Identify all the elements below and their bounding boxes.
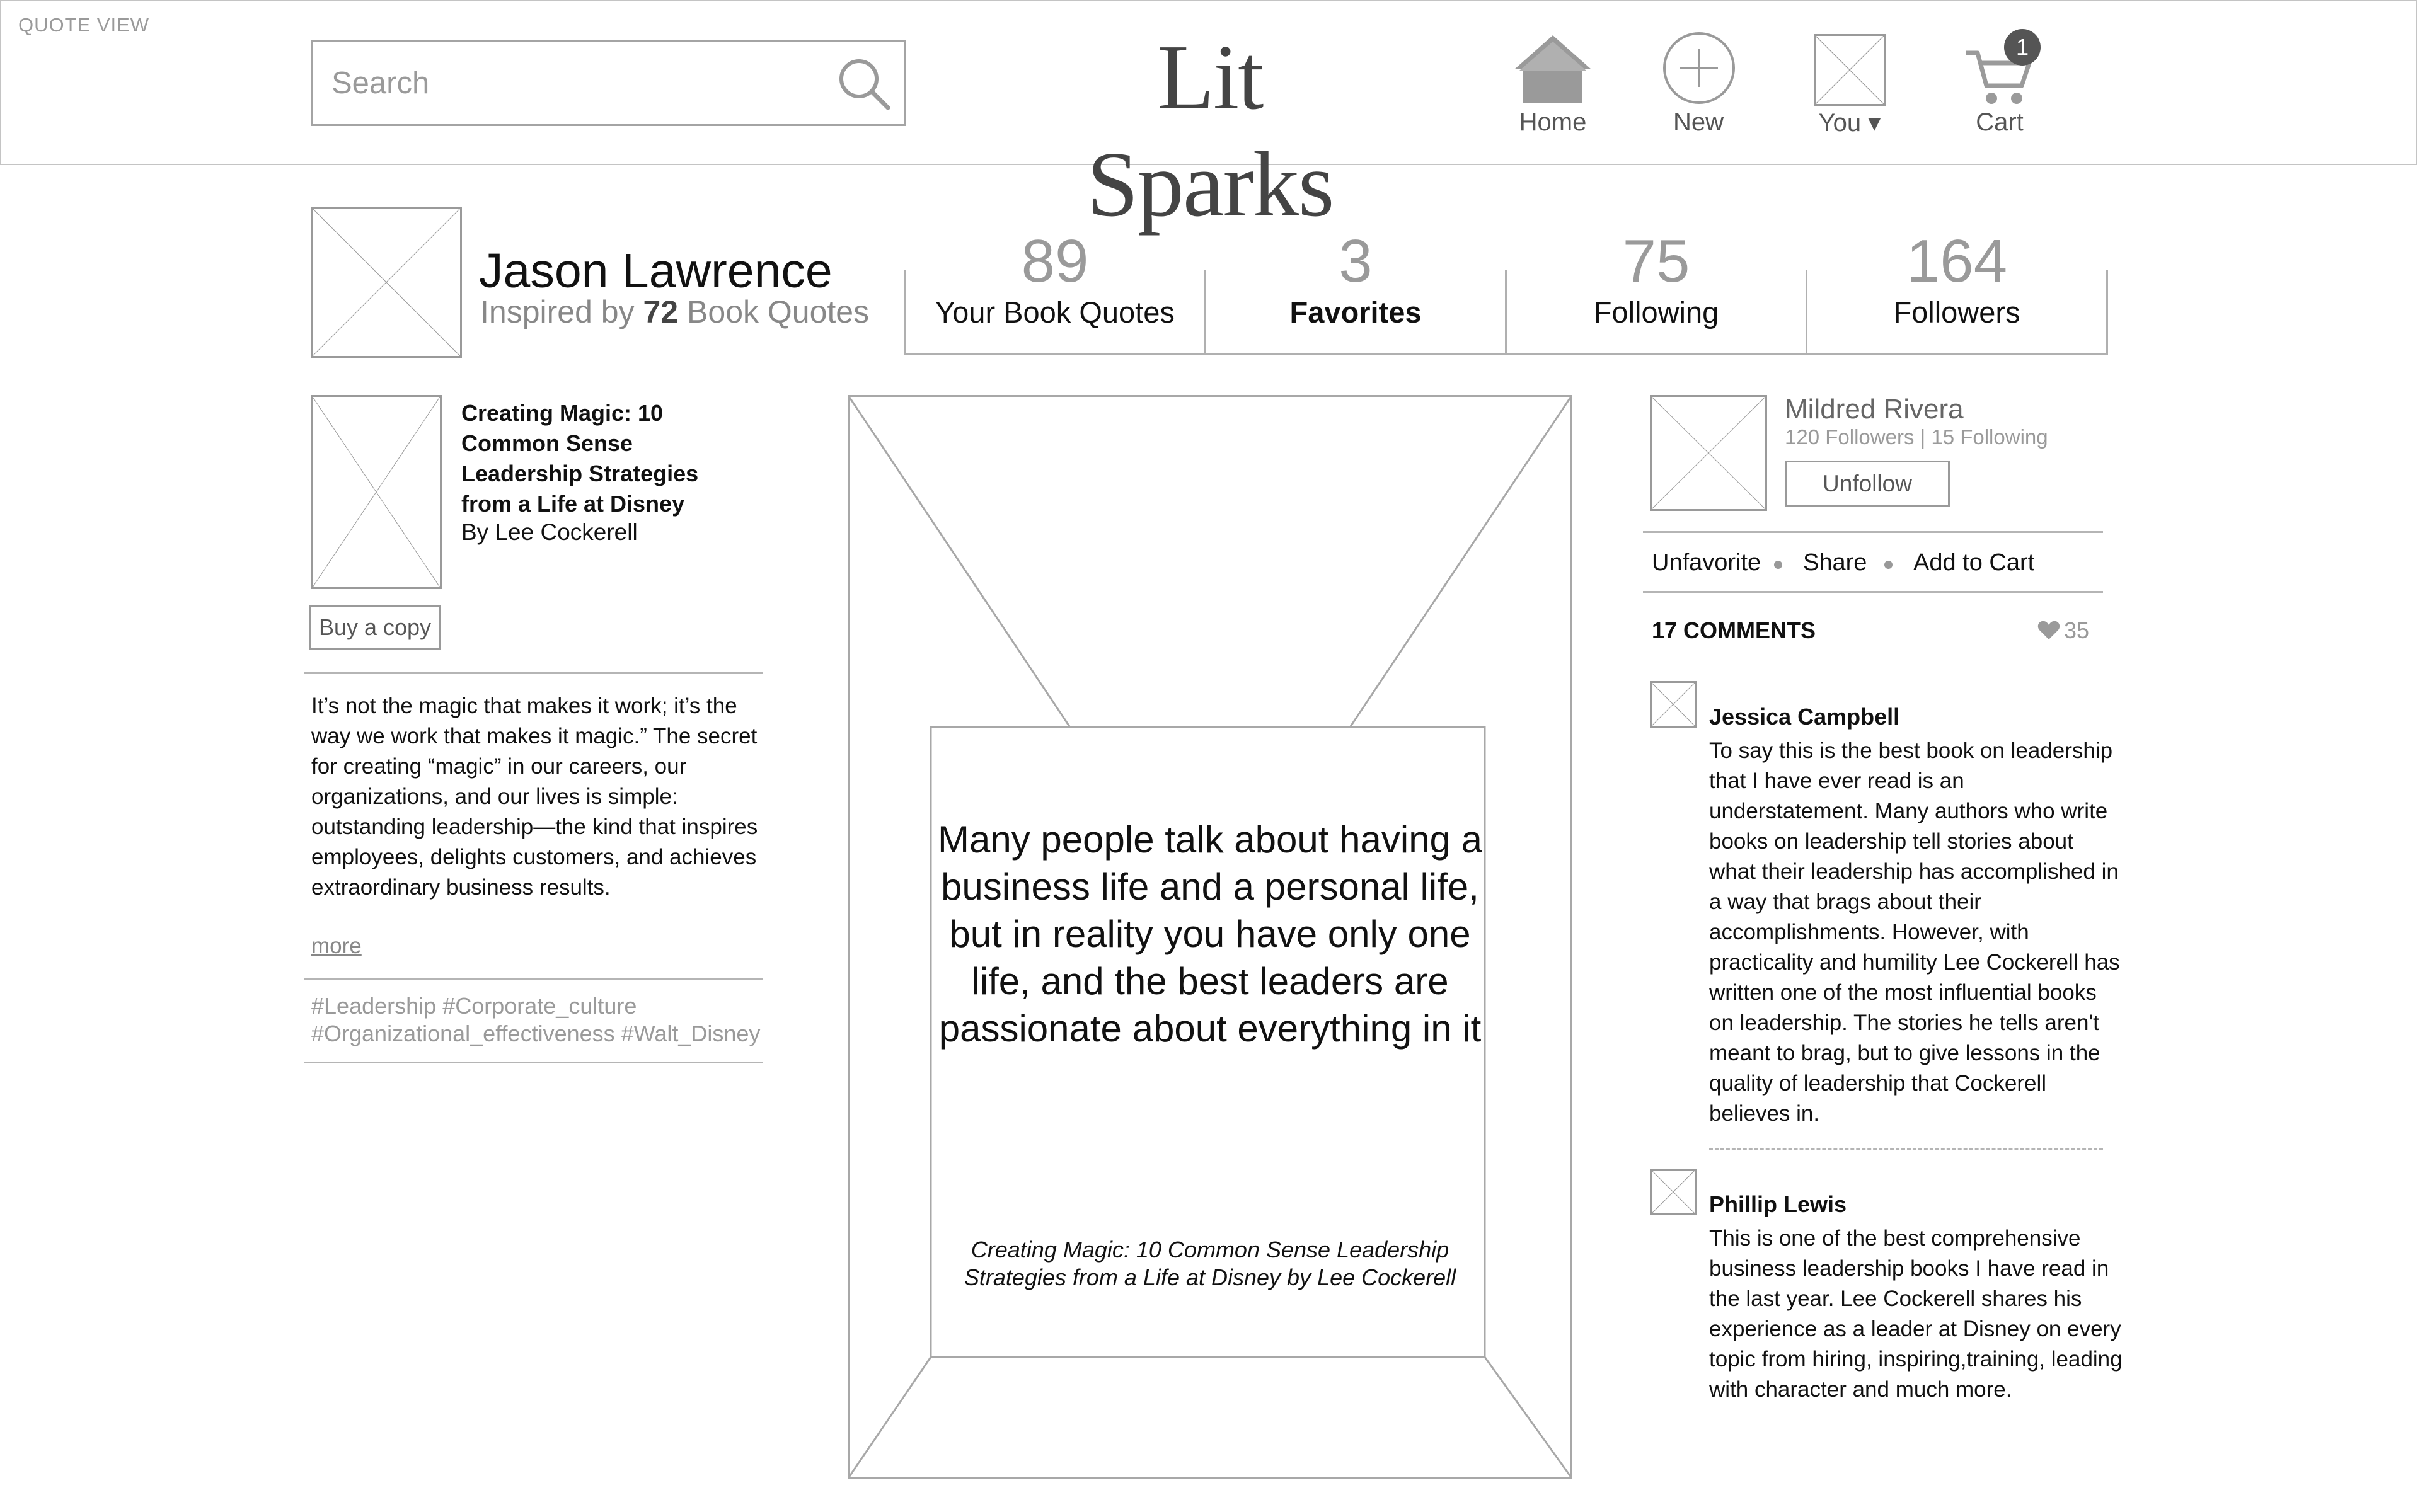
stat-your-book-quotes[interactable] xyxy=(904,227,1204,355)
search-box[interactable] xyxy=(311,40,906,126)
cart-count-badge: 1 xyxy=(2004,29,2041,66)
book-description: It’s not the magic that makes it work; it’s the way we work that makes it magic.” The secret for creating “magic” in our careers, our organizations, and our lives is simple: outstanding leadership—the kind that inspires employees, delights customers, and achieves extraordinary business results. xyxy=(311,694,758,900)
unfollow-button[interactable]: Unfollow xyxy=(1785,461,1950,507)
poster-stats: 120 Followers | 15 Following xyxy=(1785,425,2048,449)
nav-home-label: Home xyxy=(1519,108,1587,136)
stat-label: Favorites xyxy=(1289,295,1422,329)
commenter-avatar-placeholder[interactable] xyxy=(1650,681,1697,728)
unfavorite-action[interactable]: Unfavorite xyxy=(1652,549,1761,576)
comment-author[interactable]: Phillip Lewis xyxy=(1709,1191,1847,1217)
tag-organizational-effectiveness[interactable]: #Organizational_effectiveness xyxy=(311,1021,615,1046)
nav-new-label: New xyxy=(1673,108,1724,136)
stat-followers[interactable] xyxy=(1806,227,2108,355)
divider xyxy=(304,672,763,674)
stat-label: Your Book Quotes xyxy=(935,295,1175,329)
tag-walt-disney[interactable]: #Walt_Disney xyxy=(621,1021,761,1046)
user-avatar-placeholder xyxy=(1814,34,1886,106)
separator-dot xyxy=(1774,561,1782,569)
divider xyxy=(1643,591,2103,593)
comment-author[interactable]: Jessica Campbell xyxy=(1709,704,1900,730)
poster-avatar-placeholder[interactable] xyxy=(1650,395,1767,511)
quote-count: 72 xyxy=(643,294,679,329)
book-author: By Lee Cockerell xyxy=(461,519,638,545)
search-icon[interactable] xyxy=(835,55,896,118)
divider xyxy=(1643,531,2103,533)
stat-label: Followers xyxy=(1893,295,2020,329)
likes-count: 35 xyxy=(2064,617,2090,643)
nav-cart-label: Cart xyxy=(1976,108,2024,136)
profile-subtitle xyxy=(480,294,869,330)
tag-corporate-culture[interactable]: #Corporate_culture xyxy=(442,993,637,1019)
stat-following[interactable] xyxy=(1505,227,1806,355)
search-input[interactable] xyxy=(331,61,810,105)
quote-text: Many people talk about having a business life and a personal life, but in reality you have only one life, and the best leaders are passionate about everything in it xyxy=(938,818,1482,1050)
quote-source: Creating Magic: 10 Common Sense Leadership Strategies from a Life at Disney by Lee Cockerell xyxy=(964,1237,1456,1290)
share-action[interactable]: Share xyxy=(1803,549,1867,576)
stat-favorites[interactable] xyxy=(1204,227,1505,355)
add-to-cart-action[interactable]: Add to Cart xyxy=(1913,549,2035,576)
comments-count: 17 COMMENTS xyxy=(1652,617,1816,643)
commenter-avatar-placeholder[interactable] xyxy=(1650,1169,1697,1215)
subtitle-prefix: Inspired by xyxy=(480,294,635,329)
book-title[interactable]: Creating Magic: 10 Common Sense Leadership Strategies from a Life at Disney xyxy=(461,400,699,517)
separator-dot xyxy=(1884,561,1893,569)
stat-value: 75 xyxy=(1622,227,1690,295)
divider xyxy=(304,978,763,980)
nav-you-label: You ▾ xyxy=(1818,109,1881,137)
view-label: QUOTE VIEW xyxy=(18,14,150,36)
profile-name: Jason Lawrence xyxy=(479,244,833,298)
buy-copy-button[interactable]: Buy a copy xyxy=(309,605,441,650)
heart-icon[interactable] xyxy=(2037,620,2060,643)
book-cover-placeholder[interactable] xyxy=(311,395,442,589)
profile-avatar-placeholder[interactable] xyxy=(311,207,462,358)
subtitle-suffix: Book Quotes xyxy=(687,294,870,329)
site-logo[interactable]: Lit Sparks xyxy=(1086,26,1334,236)
comment-text: This is one of the best comprehensive business leadership books I have read in the last year. Lee Cockerell shares his experience as a leader at Disney on every topic from hiring, inspiring,training, leading with character and much more. xyxy=(1709,1226,2123,1402)
comment-divider xyxy=(1709,1148,2103,1150)
divider xyxy=(304,1062,763,1063)
comment-text: To say this is the best book on leadership that I have ever read is an understatement. Many authors who write books on leadership tell stories about what their leadership has accomplished in a way that brags about their accomplishments. However, with practicality and humility Lee Cockerell has written one of the most influential books on leadership. The stories he tells aren't meant to brag, but to give lessons in the quality of leadership that Cockerell believes in. xyxy=(1709,738,2120,1126)
home-icon xyxy=(1513,34,1593,108)
plus-circle-icon xyxy=(1661,30,1737,109)
stat-value: 89 xyxy=(1021,227,1089,295)
stat-value: 164 xyxy=(1906,227,2008,295)
tag-list xyxy=(311,992,790,1048)
tag-leadership[interactable]: #Leadership xyxy=(311,993,437,1019)
stat-value: 3 xyxy=(1339,227,1373,295)
poster-name[interactable]: Mildred Rivera xyxy=(1785,394,1964,425)
more-link[interactable]: more xyxy=(311,934,362,958)
stat-label: Following xyxy=(1593,295,1719,329)
